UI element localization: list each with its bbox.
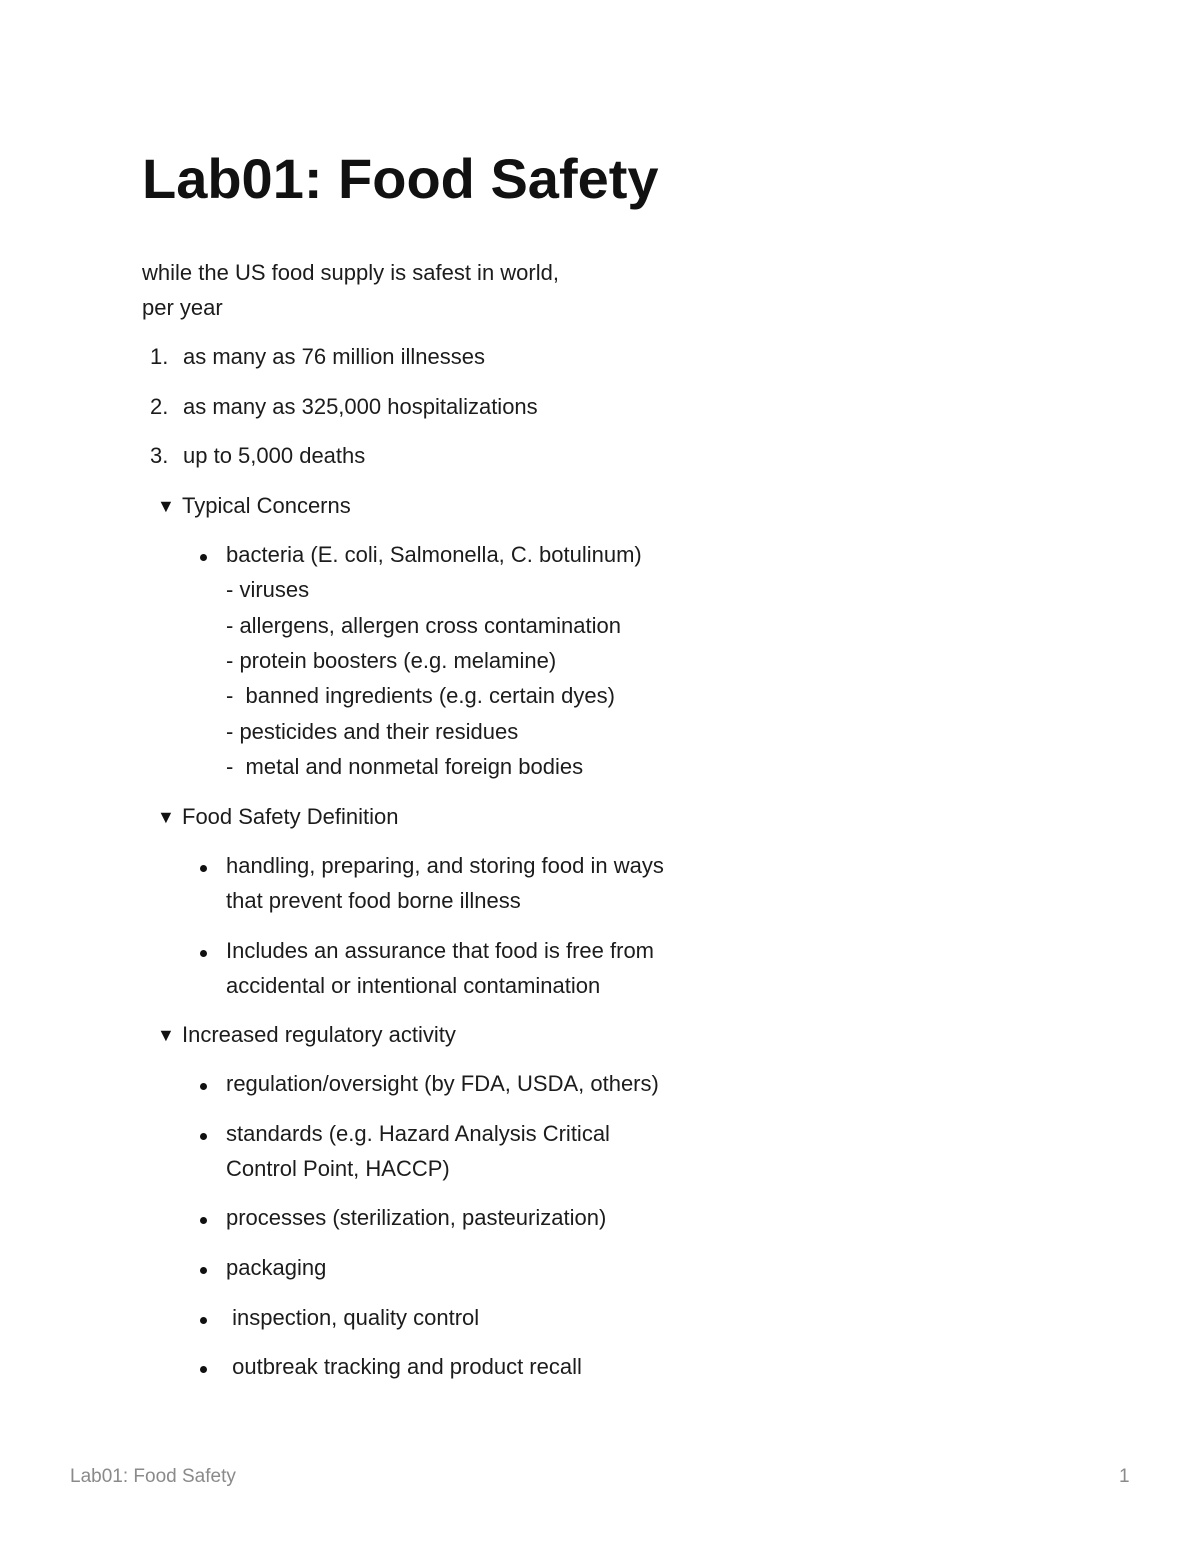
toggle-triangle-icon[interactable]: ▼ [157, 1025, 175, 1045]
bullet-item-line: - allergens, allergen cross contamination [226, 613, 621, 638]
bullet-item-line: standards (e.g. Hazard Analysis Critical [226, 1121, 610, 1146]
bullet-item-line: - protein boosters (e.g. melamine) [226, 648, 557, 673]
bullet-item-line: outbreak tracking and product recall [226, 1354, 582, 1379]
footer-title: Lab01: Food Safety [70, 1466, 236, 1487]
bullet-item-line: handling, preparing, and storing food in ways [226, 853, 664, 878]
bullet-icon [200, 1133, 207, 1140]
list-item-text: as many as 76 million illnesses [183, 344, 486, 369]
list-item-text: up to 5,000 deaths [183, 443, 366, 468]
bullet-icon [200, 1217, 207, 1224]
bullet-item-line: regulation/oversight (by FDA, USDA, others) [226, 1071, 659, 1096]
list-number: 1. [150, 344, 169, 369]
bullet-item-line: inspection, quality control [226, 1305, 480, 1330]
bullet-icon [200, 950, 207, 957]
bullet-icon [200, 1366, 207, 1373]
footer-page-number: 1 [1119, 1466, 1130, 1487]
bullet-icon [200, 1267, 207, 1274]
bullet-item-line: packaging [226, 1255, 327, 1280]
intro-line-2: per year [142, 295, 223, 320]
bullet-icon [200, 1083, 207, 1090]
list-number: 2. [150, 394, 169, 419]
section-heading: Food Safety Definition [182, 804, 399, 829]
list-item-text: as many as 325,000 hospitalizations [183, 394, 538, 419]
bullet-item-line: - metal and nonmetal foreign bodies [226, 754, 584, 779]
intro-line-1: while the US food supply is safest in world, [142, 260, 559, 285]
bullet-icon [200, 865, 207, 872]
bullet-item-line: accidental or intentional contamination [226, 973, 601, 998]
bullet-icon [200, 1317, 207, 1324]
list-number: 3. [150, 443, 169, 468]
bullet-item-line: - pesticides and their residues [226, 719, 519, 744]
bullet-item-line: bacteria (E. coli, Salmonella, C. botulinum) [226, 542, 642, 567]
toggle-triangle-icon[interactable]: ▼ [157, 807, 175, 827]
bullet-icon [200, 554, 207, 561]
page-title: Lab01: Food Safety [142, 147, 659, 210]
bullet-item-line: that prevent food borne illness [226, 888, 521, 913]
bullet-item-line: - viruses [226, 577, 310, 602]
toggle-triangle-icon[interactable]: ▼ [157, 496, 175, 516]
bullet-item-line: - banned ingredients (e.g. certain dyes) [226, 683, 615, 708]
bullet-item-line: Control Point, HACCP) [226, 1156, 450, 1181]
bullet-item-line: processes (sterilization, pasteurization) [226, 1205, 607, 1230]
bullet-item-line: Includes an assurance that food is free from [226, 938, 655, 963]
section-heading: Increased regulatory activity [182, 1022, 456, 1047]
section-heading: Typical Concerns [182, 493, 351, 518]
